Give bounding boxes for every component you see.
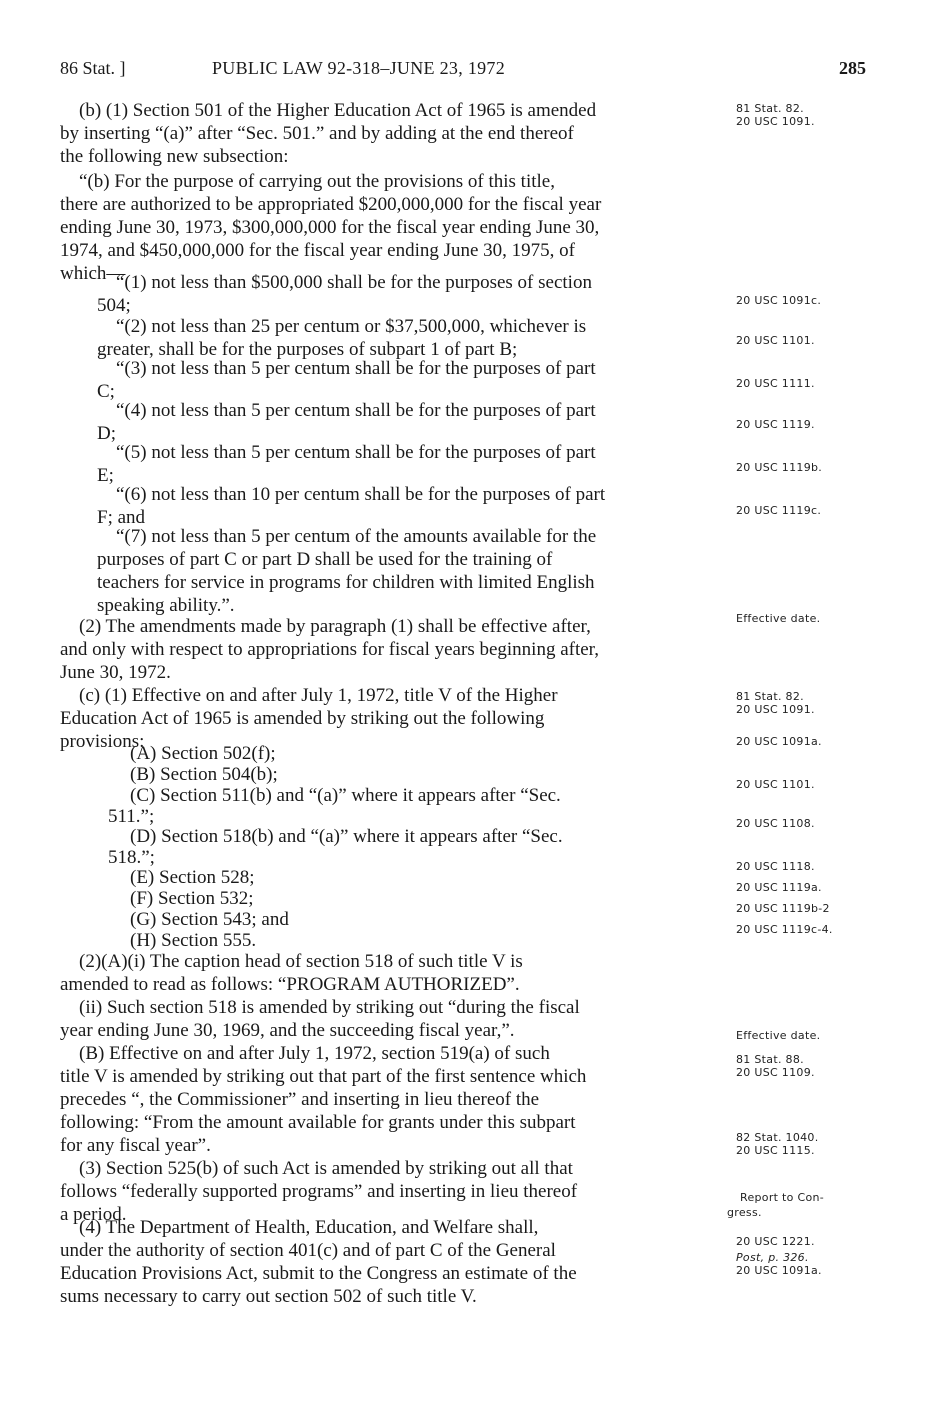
margin-note: 81 Stat. 88.	[736, 1053, 804, 1066]
text-line: C;	[97, 381, 115, 402]
text-line: (B) Effective on and after July 1, 1972, section 519(a) of such	[79, 1043, 550, 1064]
text-line: “(3) not less than 5 per centum shall be for the purposes of part	[116, 358, 596, 379]
margin-note: 20 USC 1221.	[736, 1235, 815, 1248]
text-line: Education Act of 1965 is amended by striking out the following	[60, 708, 545, 729]
text-line: 518.”;	[108, 847, 155, 868]
margin-note: Post, p. 326.	[736, 1251, 809, 1264]
text-line: June 30, 1972.	[60, 662, 171, 683]
text-line: (c) (1) Effective on and after July 1, 1972, title V of the Higher	[79, 685, 558, 706]
text-line: teachers for service in programs for children with limited English	[97, 572, 595, 593]
text-line: (F) Section 532;	[130, 888, 254, 909]
margin-note: 81 Stat. 82.	[736, 102, 804, 115]
text-line: purposes of part C or part D shall be used for the training of	[97, 549, 553, 570]
text-line: (ii) Such section 518 is amended by striking out “during the fiscal	[79, 997, 580, 1018]
text-line: sums necessary to carry out section 502 of such title V.	[60, 1286, 477, 1307]
margin-note: Report to Con-	[740, 1191, 825, 1204]
text-line: (C) Section 511(b) and “(a)” where it appears after “Sec.	[130, 785, 561, 806]
text-line: Education Provisions Act, submit to the Congress an estimate of the	[60, 1263, 577, 1284]
text-line: by inserting “(a)” after “Sec. 501.” and by adding at the end thereof	[60, 123, 574, 144]
text-line: follows “federally supported programs” and inserting in lieu thereof	[60, 1181, 578, 1202]
margin-note: 20 USC 1108.	[736, 817, 815, 830]
page-header	[60, 58, 866, 84]
margin-note: 20 USC 1119c.	[736, 504, 822, 517]
text-line: (B) Section 504(b);	[130, 764, 278, 785]
text-line: “(1) not less than $500,000 shall be for the purposes of section	[116, 272, 592, 293]
margin-note: 20 USC 1091.	[736, 703, 815, 716]
margin-note: gress.	[727, 1206, 762, 1219]
text-line: ending June 30, 1973, $300,000,000 for the fiscal year ending June 30,	[60, 217, 600, 238]
text-line: “(6) not less than 10 per centum shall be for the purposes of part	[116, 484, 606, 505]
margin-note: 81 Stat. 82.	[736, 690, 804, 703]
margin-note: 82 Stat. 1040.	[736, 1131, 819, 1144]
text-line: “(2) not less than 25 per centum or $37,500,000, whichever is	[116, 316, 587, 337]
text-line: 511.”;	[108, 806, 155, 827]
text-line: “(b) For the purpose of carrying out the provisions of this title,	[79, 171, 555, 192]
text-line: (b) (1) Section 501 of the Higher Education Act of 1965 is amended	[79, 100, 597, 121]
margin-note: 20 USC 1119c-4.	[736, 923, 833, 936]
margin-note: 20 USC 1119.	[736, 418, 815, 431]
margin-note: Effective date.	[736, 612, 821, 625]
text-line: the following new subsection:	[60, 146, 289, 167]
text-line: provisions:	[60, 731, 145, 752]
margin-note: 20 USC 1091c.	[736, 294, 822, 307]
text-line: “(7) not less than 5 per centum of the amounts available for the	[116, 526, 597, 547]
text-line: year ending June 30, 1969, and the succeeding fiscal year,”.	[60, 1020, 515, 1041]
text-line: greater, shall be for the purposes of subpart 1 of part B;	[97, 339, 518, 360]
margin-note: Effective date.	[736, 1029, 821, 1042]
text-line: F; and	[97, 507, 146, 528]
margin-note: 20 USC 1119b-2	[736, 902, 830, 915]
text-line: (3) Section 525(b) of such Act is amended by striking out all that	[79, 1158, 573, 1179]
text-line: 1974, and $450,000,000 for the fiscal year ending June 30, 1975, of	[60, 240, 576, 261]
margin-note: 20 USC 1118.	[736, 860, 815, 873]
text-line: and only with respect to appropriations for fiscal years beginning after,	[60, 639, 599, 660]
margin-note: 20 USC 1101.	[736, 334, 815, 347]
text-line: “(5) not less than 5 per centum shall be for the purposes of part	[116, 442, 596, 463]
header-title: PUBLIC LAW 92-318–JUNE 23, 1972	[212, 58, 506, 78]
text-line: for any fiscal year”.	[60, 1135, 211, 1156]
page-number: 285	[839, 58, 866, 78]
header-stat: 86 Stat. ]	[60, 58, 126, 78]
margin-note: 20 USC 1111.	[736, 377, 815, 390]
margin-note: 20 USC 1101.	[736, 778, 815, 791]
margin-note: 20 USC 1119a.	[736, 881, 822, 894]
margin-note: 20 USC 1091a.	[736, 735, 822, 748]
text-line: (E) Section 528;	[130, 867, 255, 888]
text-line: there are authorized to be appropriated $200,000,000 for the fiscal year	[60, 194, 602, 215]
text-line: (D) Section 518(b) and “(a)” where it appears after “Sec.	[130, 826, 563, 847]
margin-note: 20 USC 1091.	[736, 115, 815, 128]
text-line: a period.	[60, 1204, 127, 1225]
text-line: following: “From the amount available for grants under this subpart	[60, 1112, 576, 1133]
text-line: (G) Section 543; and	[130, 909, 289, 930]
margin-note: 20 USC 1115.	[736, 1144, 815, 1157]
margin-note: 20 USC 1109.	[736, 1066, 815, 1079]
text-line: amended to read as follows: “PROGRAM AUTHORIZED”.	[60, 974, 520, 995]
margin-note: 20 USC 1119b.	[736, 461, 823, 474]
text-line: under the authority of section 401(c) and of part C of the General	[60, 1240, 556, 1261]
text-line: (2) The amendments made by paragraph (1) shall be effective after,	[79, 616, 591, 637]
text-line: (H) Section 555.	[130, 930, 257, 951]
text-line: D;	[97, 423, 116, 444]
text-line: 504;	[97, 295, 131, 316]
margin-note: 20 USC 1091a.	[736, 1264, 822, 1277]
text-line: which—	[60, 263, 126, 284]
text-line: title V is amended by striking out that part of the first sentence which	[60, 1066, 587, 1087]
text-line: (4) The Department of Health, Education, and Welfare shall,	[79, 1217, 539, 1238]
text-line: E;	[97, 465, 114, 486]
text-line: (A) Section 502(f);	[130, 743, 276, 764]
text-line: speaking ability.”.	[97, 595, 235, 616]
text-line: precedes “, the Commissioner” and inserting in lieu thereof the	[60, 1089, 540, 1110]
text-line: “(4) not less than 5 per centum shall be for the purposes of part	[116, 400, 596, 421]
text-line: (2)(A)(i) The caption head of section 518 of such title V is	[79, 951, 523, 972]
